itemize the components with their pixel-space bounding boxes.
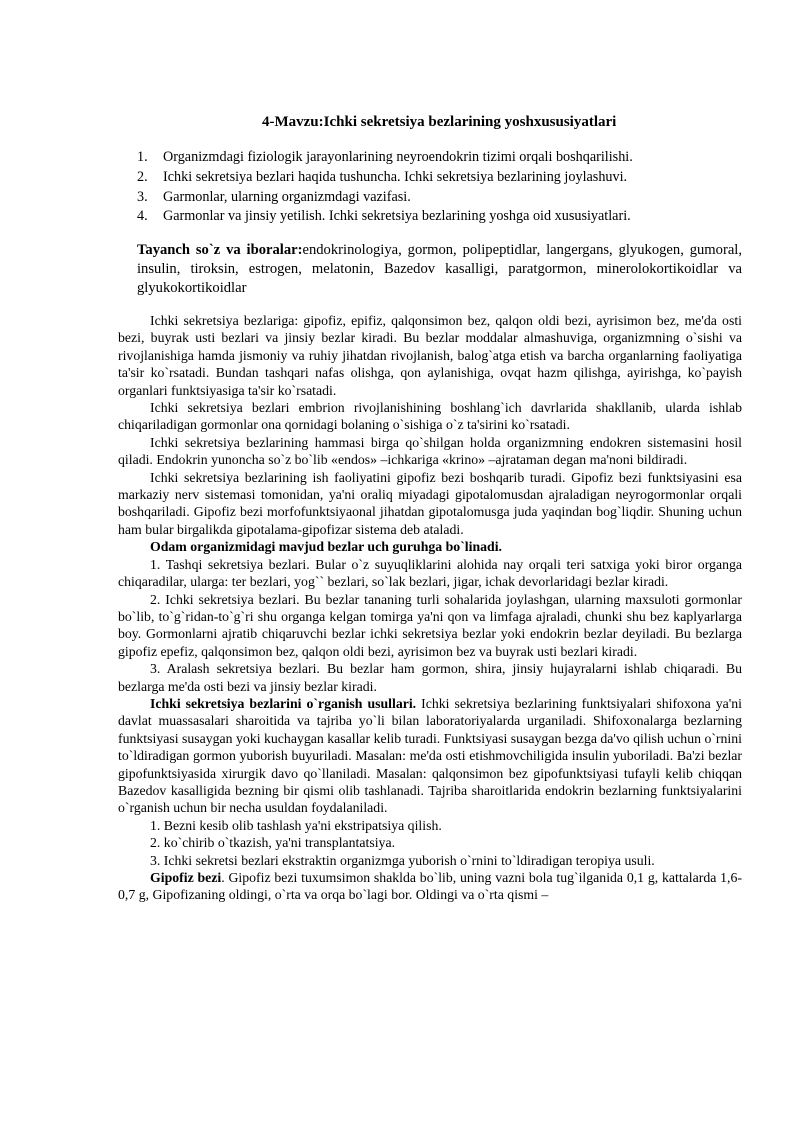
keywords-label: Tayanch so`z va iboralar: <box>137 242 303 258</box>
list-text: Organizmdagi fiziologik jarayonlarining neyroendokrin tizimi orqali boshqarilishi. <box>163 149 633 165</box>
method-item: 2. ko`chirib o`tkazish, ya'ni transplantatsiya. <box>150 835 396 851</box>
topics-list <box>137 148 757 227</box>
section-heading: Odam organizmidagi mavjud bezlar uch guruhga bo`linadi. <box>150 539 502 555</box>
list-number: 3. <box>137 188 148 205</box>
keywords-text: endokrinologiya, gormon, polipeptidlar, langergans, glyukogen, gumoral, insulin, tiroksin, estrogen, melatonin, Bazedov kasalligi, paratgormon, minerolokortikoidlar va glyukokortikoidlar <box>137 242 742 296</box>
list-text: Ichki sekretsiya bezlari haqida tushuncha. Ichki sekretsiya bezlarining joylashuvi. <box>163 168 628 185</box>
title-number: 4-Mavzu: <box>262 114 324 130</box>
paragraph: 2. Ichki sekretsiya bezlari. Bu bezlar tananing turli sohalarida joylashgan, ularning maxsuloti gormonlar bo`lib, to`g`ridan-to`g`ri shu organga kelgan tomirga ya'ni qon va limfaga ajraladi, chunki shu bez kaplyarlarga boy. Gormonlarni ajratib chiqaruvchi bezlar ichki sekretsiya bezlar yoki endokrin bezlar deyiladi. Bu bezlarga gipofiz epefiz, qalqonsimon bez, qalqon oldi bezi, ayrisimon bez va buyrak usti bezlari kiradi. <box>118 591 742 659</box>
body-text <box>118 312 742 904</box>
list-number: 2. <box>137 168 148 185</box>
paragraph: 3. Aralash sekretsiya bezlari. Bu bezlar ham gormon, shira, jinsiy hujayralarni ishlab chiqaradi. Bu bezlarga me'da osti bezi va jinsiy bezlar kiradi. <box>118 661 742 694</box>
paragraph-text: Ichki sekretsiya bezlarining funktsiyalari shifoxona ya'ni davlat muassasalari sharoitida va tajriba yo`li bilan laboratoriyalarda urganiladi. Shifoxonalarga bezlarning funktsiyasi susaygan yoki kuchaygan kasallar kelib turadi. Funktsiyasi susaygan bezga da'vo qilish uchun o`rnini to`ldiradigan gormon yuborish buyuriladi. Masalan: me'da osti etishmovchiligida insulin yuboriladi. Ba'zi bezlar gipofunktsiyasida xirurgik davo qo`llaniladi. Masalan: qalqonsimon bez gipofunktsiyasi tufayli kelib chiqqan Bazedov kasalligida bezning bir qismi olib tashlanadi. Tajriba sharoitlarida endokrin bezlarning funktsiyalarini o`rganish uchun bir necha usuldan foydalaniladi. <box>118 695 743 816</box>
paragraph: Ichki sekretsiya bezlarining hammasi birga qo`shilgan holda organizmning endokren sistemasini hosil qiladi. Endokrin yunoncha so`z bo`lib «endos» –ichkariga «krino» –ajrataman degan ma'noni bildiradi. <box>118 434 742 468</box>
list-text: Garmonlar, ularning organizmdagi vazifasi. <box>163 188 411 205</box>
keywords-block <box>137 241 742 298</box>
page-title <box>262 114 732 131</box>
list-item <box>137 207 757 227</box>
paragraph: 1. Tashqi sekretsiya bezlari. Bular o`z suyuqliklarini alohida nay orqali teri satxiga yoki biror organga chiqaradilar, ularga: ter bezlari, yog`` bezlari, so`lak bezlari, jigar, ichak devorlaridagi bezlar kiradi. <box>118 556 742 590</box>
list-item <box>137 188 757 208</box>
inline-heading: Ichki sekretsiya bezlarini o`rganish usullari. <box>150 695 417 711</box>
method-item: 3. Ichki sekretsi bezlari ekstraktin organizmga yuborish o`rnini to`ldiradigan teropiya usuli. <box>150 852 655 868</box>
paragraph <box>118 695 742 817</box>
paragraph-text: . Gipofiz bezi tuxumsimon shaklda bo`lib, uning vazni bola tug`ilganida 0,1 g, kattalarda 1,6-0,7 g, Gipofizaning oldingi, o`rta va orqa bo`lagi bor. Oldingi va o`rta qismi – <box>118 870 742 903</box>
list-text: Garmonlar va jinsiy yetilish. Ichki sekretsiya bezlarining yoshga oid xususiyatlari. <box>163 208 631 225</box>
list-item <box>137 168 757 188</box>
paragraph <box>118 869 742 904</box>
inline-heading: Gipofiz bezi <box>150 870 222 885</box>
paragraph: Ichki sekretsiya bezlariga: gipofiz, epifiz, qalqonsimon bez, qalqon oldi bezi, ayrisimon bez, me'da osti bezi, buyrak usti bezlari va jinsiy bezlar kiradi. Bu bezlar moddalar almashuviga, organizmning o`sishi va rivojlanishiga hamda jismoniy va ruhiy jihatdan rivojlanish, balog`atga etish va barcha organlarning faoliyatiga ta'sir ko`rsatadi. Bundan tashqari nafas olishga, qon aylanishiga, ovqat hazm qilishga, ayirishga, ko`payish organlari funktsiyasiga ta'sir ko`rsatadi. <box>118 313 742 398</box>
method-item: 1. Bezni kesib olib tashlash ya'ni ekstripatsiya qilish. <box>150 817 442 833</box>
paragraph: Ichki sekretsiya bezlari embrion rivojlanishining boshlang`ich davrlarida shakllanib, ularda ishlab chiqariladigan gormonlar ona qornidagi bolaning o`sishiga o`z ta'sirini ko`rsatadi. <box>118 400 742 433</box>
list-number: 1. <box>137 149 148 165</box>
paragraph: Ichki sekretsiya bezlarining ish faoliyatini gipofiz bezi boshqarib turadi. Gipofiz bezi funktsiyasini esa markaziy nerv sistemasi tomonidan, ya'ni oraliq miyadagi gipotalomusdan ajraladigan neyrogormonlar orqali boshqariladi. Gipofiz bezi morfofunktsiyaonal jihatdan gipotalomusga juda yaqindan bog`liqdir. Shuning uchun ham bular birgalikda gipotalama-gipofizar sistema deb ataladi. <box>118 469 742 537</box>
list-item <box>137 148 757 168</box>
list-number: 4. <box>137 208 148 225</box>
title-text: Ichki sekretsiya bezlarining yoshxususiyatlari <box>323 114 617 130</box>
